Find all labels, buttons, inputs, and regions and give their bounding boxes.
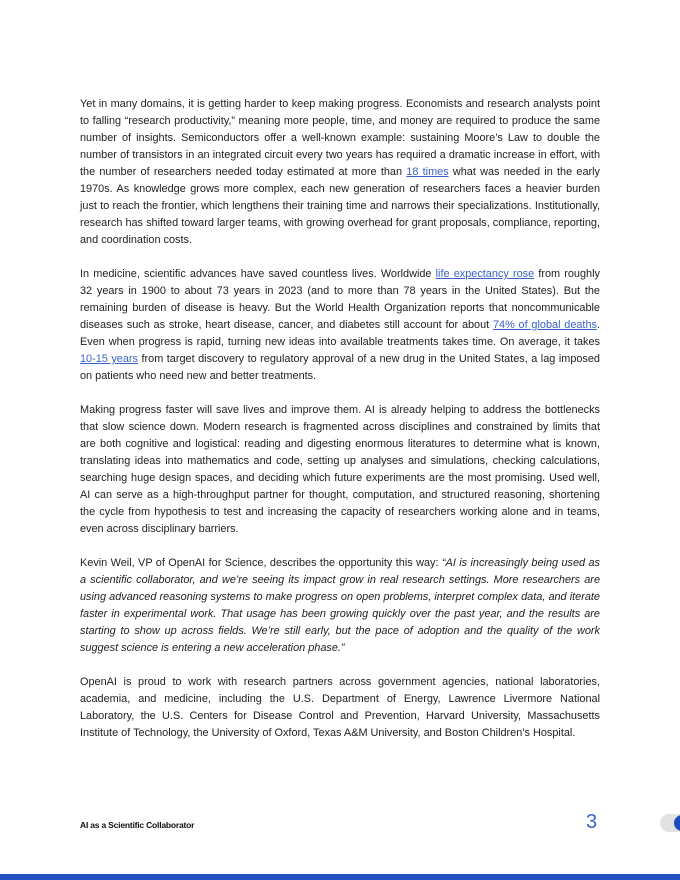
paragraph-text: Kevin Weil, VP of OpenAI for Science, describes the opportunity this way: — [80, 557, 442, 569]
document-body — [80, 96, 600, 759]
footer-document-title: AI as a Scientific Collaborator — [80, 820, 195, 830]
link-life-expectancy[interactable]: life expectancy rose — [435, 268, 535, 280]
toggle-knob-icon — [674, 815, 680, 831]
paragraph-research-partners: OpenAI is proud to work with research partners across government agencies, national laboratories, academia, and medicine, including the U.S. Department of Energy, Lawrence Livermore National Laboratory, the U.S. Centers for Disease Control and Prevention, Harvard University, Massachusetts Institute of Technology, the University of Oxford, Texas A&M University, and Boston Children’s Hospital. — [80, 676, 600, 739]
paragraph-research-productivity — [80, 96, 600, 249]
quote-text: “AI is increasingly being used as a scientific collaborator, and we’re seeing its impact grow in real research settings. More researchers are using advanced reasoning systems to make progress on open problems, interpret complex data, and iterate faster in experimental work. That usage has been growing quickly over the past year, and the results are starting to show up across fields. We’re still early, but the pace of adoption and the quality of the work suggest science is entering a new acceleration phase.” — [80, 557, 601, 654]
paragraph-kevin-weil-quote — [80, 555, 600, 657]
link-10-15-years[interactable]: 10-15 years — [80, 353, 138, 365]
paragraph-text: from roughly 32 years in 1900 to about 73 years in 2023 (and to more than 78 years in the United States). But the remaining burden of disease is heavy. But the World Health Organization reports that noncommunicable diseases such as stroke, heart disease, cancer, and diabetes still account for about — [80, 268, 600, 331]
page-number: 3 — [586, 811, 598, 833]
paragraph-text: In medicine, scientific advances have saved countless lives. Worldwide — [80, 268, 436, 280]
toggle-switch[interactable] — [660, 814, 680, 832]
link-18-times[interactable]: 18 times — [406, 166, 449, 178]
paragraph-text: . Even when progress is rapid, turning new ideas into available treatments takes time. On average, it takes — [80, 319, 600, 348]
paragraph-text: what was needed in the early 1970s. As knowledge grows more complex, each new generation of researchers faces a heavier burden just to reach the frontier, which lengthens their training time and narrows their specializations. Institutionally, research has shifted toward larger teams, with growing overhead for grant proposals, compliance, reporting, and coordination costs. — [80, 166, 600, 246]
paragraph-text: from target discovery to regulatory approval of a new drug in the United States, a lag imposed on patients who need new and better treatments. — [80, 353, 600, 382]
footer-accent-bar — [0, 874, 680, 880]
paragraph-medicine — [80, 266, 600, 385]
link-global-deaths[interactable]: 74% of global deaths — [492, 319, 597, 331]
paragraph-progress-faster: Making progress faster will save lives and improve them. AI is already helping to address the bottlenecks that slow science down. Modern research is fragmented across disciplines and constrained by limits that are both cognitive and logistical: reading and digesting enormous literatures to determine what is known, translating ideas into mathematics and code, setting up analyses and simulations, checking calculations, searching huge design spaces, and deciding which future experiments are the most promising. Used well, AI can serve as a high-throughput partner for thought, computation, and structured reasoning, shortening the cycle from hypothesis to test and increasing the capacity of researchers working alone and in teams, even across disciplinary barriers. — [80, 404, 600, 535]
paragraph-text: Yet in many domains, it is getting harder to keep making progress. Economists and research analysts point to falling “research productivity,” meaning more people, time, and money are required to produce the same number of insights. Semiconductors offer a well-known example: sustaining Moore’s Law to double the number of transistors in an integrated circuit every two years has required a dramatic increase in effort, with the number of researchers needed today estimated at more than — [80, 98, 600, 178]
